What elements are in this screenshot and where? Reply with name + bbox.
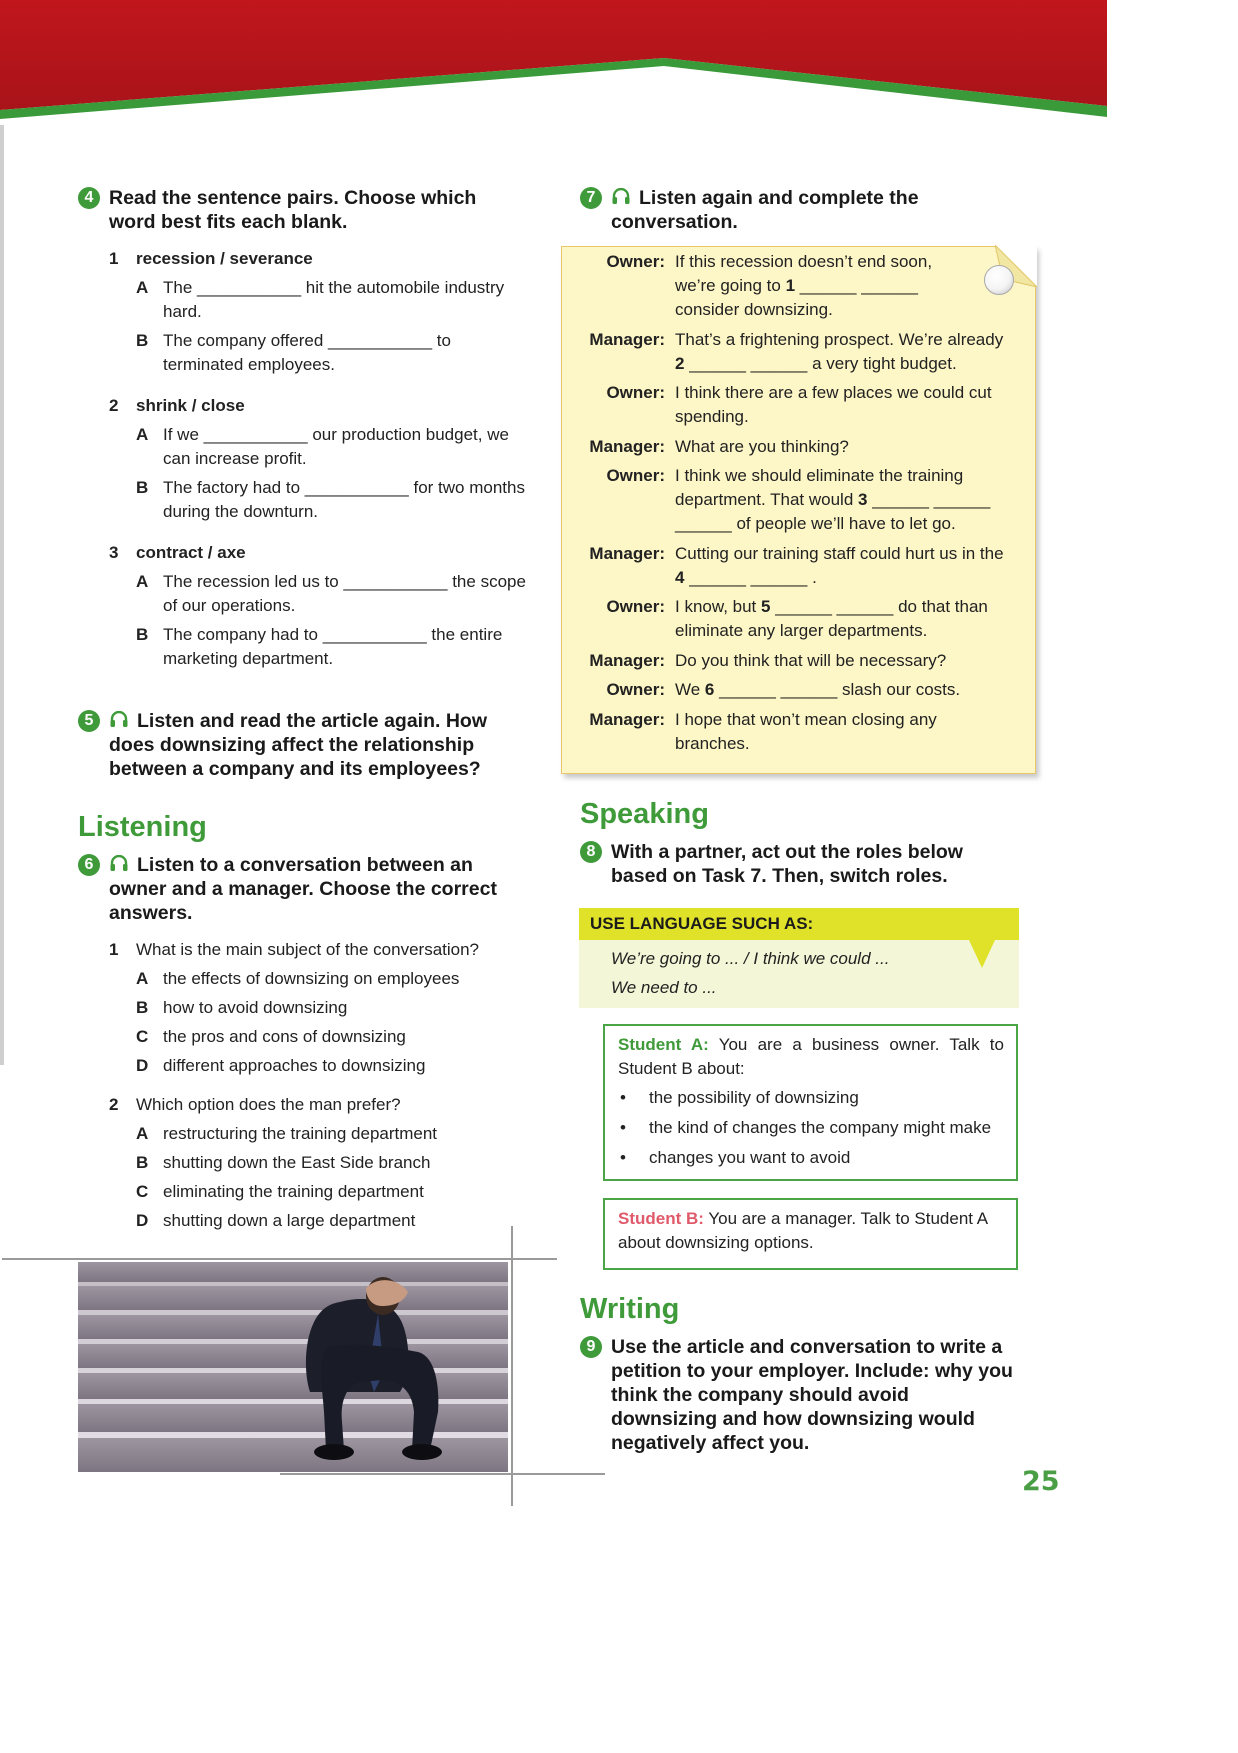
speaking-section: [580, 798, 1020, 888]
writing-heading: Writing: [580, 1293, 680, 1325]
option-letter: A: [136, 425, 149, 444]
option-letter: A: [136, 278, 149, 297]
item-title: recession / severance: [136, 249, 313, 268]
option-letter: C: [136, 1027, 149, 1046]
bullet-text: the possibility of downsizing: [649, 1088, 859, 1107]
speaker-label: Manager:: [589, 436, 665, 456]
task-number-badge: 6: [78, 854, 100, 876]
answer-option: shutting down the East Side branch: [163, 1153, 431, 1172]
task-9-instruction: Use the article and conversation to write a petition to your employer. Include: why you think the company should avoid downsizing and how downsizing would negatively affect you.: [611, 1336, 1013, 1454]
option-letter: B: [136, 478, 149, 497]
task-6-question-2: [78, 1094, 528, 1233]
list-item: [618, 1086, 1004, 1110]
task-4-item-1: [78, 248, 528, 377]
blank-number: 5: [761, 597, 771, 616]
line-text-after: ______ ______ a very tight budget.: [684, 353, 957, 373]
language-example: We’re going to ... / I think we could ...: [611, 949, 890, 968]
conversation-line: [570, 464, 1015, 536]
line-text: I think there are a few places we could cut spending.: [675, 383, 992, 426]
headphones-icon: [109, 711, 129, 728]
task-number-badge: 5: [78, 710, 100, 732]
student-b-label: Student B:: [618, 1209, 704, 1228]
header-banner: [0, 0, 1107, 125]
item-number: 3: [109, 543, 119, 562]
conversation-line: [570, 708, 1015, 756]
line-text-after: ______ ______ .: [684, 567, 817, 587]
task-number-badge: 4: [78, 187, 100, 209]
option-letter: A: [136, 1124, 149, 1143]
bullet: •: [620, 1088, 626, 1107]
line-text: What are you thinking?: [675, 436, 849, 456]
line-text: That’s a frightening prospect. We’re already: [675, 329, 1004, 349]
page-edge: [0, 125, 4, 1065]
speaker-label: Manager:: [589, 543, 665, 563]
option-letter: D: [136, 1056, 149, 1075]
task-8-instruction: With a partner, act out the roles below based on Task 7. Then, switch roles.: [611, 841, 963, 887]
speaker-label: Owner:: [606, 466, 665, 485]
sentence-b: The company offered ___________ to terminated employees.: [163, 331, 451, 374]
blank-number: 4: [675, 567, 685, 587]
question-number: 1: [109, 940, 119, 959]
speaking-heading: Speaking: [580, 798, 709, 830]
task-4: [78, 186, 528, 234]
speaker-label: Manager:: [589, 329, 665, 349]
student-b-card: [603, 1198, 1018, 1270]
task-7: [580, 186, 1020, 234]
task-9: [580, 1335, 1020, 1455]
task-4-item-3: [78, 542, 528, 671]
speaker-label: Owner:: [606, 383, 665, 402]
student-a-text: You are a business owner. Talk to Student B about:: [618, 1035, 1004, 1078]
bullet: •: [620, 1118, 626, 1137]
list-item: [618, 1146, 1004, 1170]
item-number: 2: [109, 396, 119, 415]
conversation-line: [570, 649, 1015, 673]
option-letter: B: [136, 625, 149, 644]
option-letter: A: [136, 969, 149, 988]
answer-option: eliminating the training department: [163, 1182, 424, 1201]
list-item: [618, 1116, 1004, 1140]
task-4-instruction: Read the sentence pairs. Choose which word best fits each blank.: [109, 187, 477, 233]
question-text: Which option does the man prefer?: [136, 1095, 401, 1114]
bullet: •: [620, 1148, 626, 1167]
writing-section: [580, 1293, 1020, 1455]
task-5: [78, 709, 528, 781]
listening-heading: Listening: [78, 811, 207, 843]
crop-line-vertical: [511, 1226, 513, 1506]
conversation-line: [570, 328, 1015, 376]
answer-option: different approaches to downsizing: [163, 1056, 426, 1075]
headphones-icon: [109, 855, 129, 872]
student-b-text: You are a manager. Talk to Student A about downsizing options.: [618, 1209, 988, 1252]
line-text: Cutting our training staff could hurt us in the: [675, 543, 1004, 563]
option-letter: B: [136, 1153, 149, 1172]
conversation-line: [570, 250, 1015, 322]
line-text: I think we should eliminate the training department. That would: [675, 466, 964, 509]
bullet-text: the kind of changes the company might make: [649, 1118, 992, 1137]
item-number: 1: [109, 249, 119, 268]
use-language-label: USE LANGUAGE SUCH AS:: [579, 908, 1019, 940]
conversation: [570, 250, 1015, 761]
headphones-icon: [611, 188, 631, 205]
option-letter: A: [136, 572, 149, 591]
speaker-label: Owner:: [606, 680, 665, 699]
line-text-after: ______ ______ ______ of people we’ll have to let go.: [675, 490, 991, 533]
task-number-badge: 9: [580, 1336, 602, 1358]
blank-number: 6: [704, 680, 715, 699]
use-language-box: [579, 908, 1019, 1008]
line-text: If this recession doesn’t end soon, we’re going to: [675, 252, 933, 295]
left-column: [78, 186, 528, 1233]
conversation-line: [570, 381, 1015, 429]
speaker-label: Owner:: [606, 597, 665, 616]
answer-option: how to avoid downsizing: [163, 998, 348, 1017]
answer-option: the pros and cons of downsizing: [163, 1027, 406, 1046]
task-number-badge: 7: [580, 187, 602, 209]
task-6-instruction: Listen to a conversation between an owner and a manager. Choose the correct answers.: [109, 854, 497, 924]
page-number: 25: [1022, 1466, 1060, 1497]
speech-pointer-icon: [969, 940, 995, 968]
stairs-photo: [78, 1262, 508, 1472]
task-7-instruction: Listen again and complete the conversation.: [611, 187, 919, 233]
right-column: [580, 186, 1020, 234]
question-text: What is the main subject of the conversation?: [136, 940, 480, 959]
crop-line-horizontal: [2, 1258, 557, 1260]
speaker-label: Owner:: [606, 252, 665, 271]
line-text: We: [675, 680, 705, 699]
item-title: shrink / close: [136, 396, 245, 415]
task-number-badge: 8: [580, 841, 602, 863]
task-8: [580, 840, 1020, 888]
line-text-after: ______ ______ do that than eliminate any larger departments.: [675, 597, 988, 640]
sentence-b: The company had to ___________ the entire marketing department.: [163, 625, 503, 668]
answer-option: shutting down a large department: [163, 1211, 416, 1230]
task-6-question-1: [78, 939, 528, 1078]
answer-option: restructuring the training department: [163, 1124, 438, 1143]
blank-number: 3: [858, 490, 868, 509]
option-letter: B: [136, 331, 149, 350]
conversation-line: [570, 435, 1015, 459]
sentence-a: If we ___________ our production budget, we can increase profit.: [163, 425, 509, 468]
language-example: We need to ...: [611, 978, 717, 997]
photo-stressed-businessman: [78, 1262, 508, 1472]
sentence-a: The recession led us to ___________ the scope of our operations.: [163, 572, 526, 615]
line-text-after: ______ ______ slash our costs.: [714, 680, 961, 699]
conversation-line: [570, 542, 1015, 590]
line-text-after: ______ ______ consider downsizing.: [675, 276, 918, 319]
line-text: I know, but: [675, 597, 761, 616]
option-letter: C: [136, 1182, 149, 1201]
task-5-instruction: Listen and read the article again. How does downsizing affect the relationship between a company and its employees?: [109, 710, 488, 780]
blank-number: 1: [785, 276, 796, 295]
option-letter: B: [136, 998, 149, 1017]
speaker-label: Manager:: [589, 650, 665, 670]
sentence-a: The ___________ hit the automobile industry hard.: [163, 278, 505, 321]
line-text: Do you think that will be necessary?: [675, 650, 947, 670]
line-text: I hope that won’t mean closing any branches.: [675, 709, 937, 753]
option-letter: D: [136, 1211, 149, 1230]
student-a-bullets: [618, 1086, 1004, 1170]
blank-number: 2: [675, 353, 685, 373]
sentence-b: The factory had to ___________ for two months during the downturn.: [163, 478, 525, 521]
answer-option: the effects of downsizing on employees: [163, 969, 460, 988]
task-6: [78, 853, 528, 925]
student-a-label: Student A:: [618, 1035, 709, 1054]
crop-line-horizontal: [280, 1473, 605, 1475]
task-4-item-2: [78, 395, 528, 524]
conversation-line: [570, 678, 1015, 702]
speaker-label: Manager:: [589, 709, 665, 729]
conversation-line: [570, 595, 1015, 643]
student-a-card: [603, 1024, 1018, 1181]
item-title: contract / axe: [136, 543, 246, 562]
question-number: 2: [109, 1095, 119, 1114]
bullet-text: changes you want to avoid: [649, 1148, 851, 1167]
